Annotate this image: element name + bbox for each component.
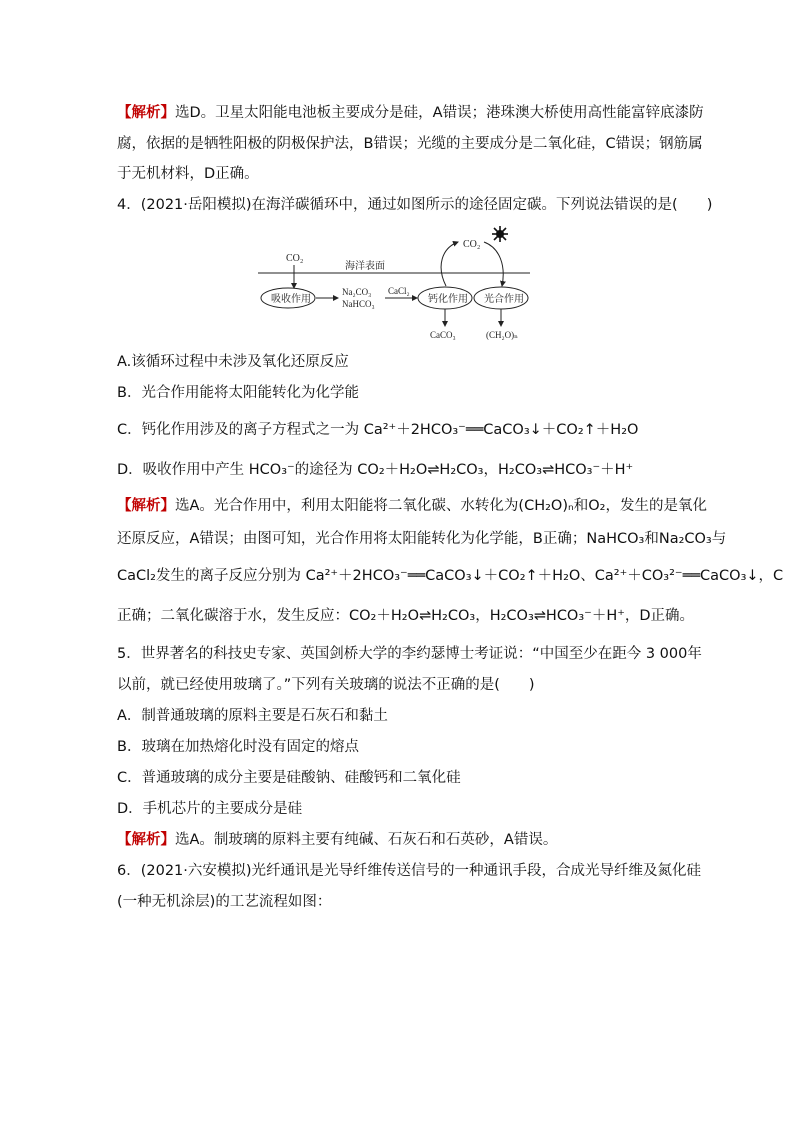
question-4-stem: 4．(2021·岳阳模拟)在海洋碳循环中，通过如图所示的途径固定碳。下列说法错误的是( )	[117, 197, 713, 213]
answer-4-line-1: 【解析】选A。光合作用中，利用太阳能将二氧化碳、水转化为(CH₂O)ₙ和O₂，发生的是氧化	[117, 498, 707, 514]
sea-surface-label: 海洋表面	[345, 261, 385, 272]
answer-4-line-3: CaCl₂发生的离子反应分别为 Ca²⁺＋2HCO₃⁻══CaCO₃↓＋CO₂↑＋H₂O、Ca²⁺＋CO₃²⁻══CaCO₃↓，C	[117, 568, 784, 584]
question-5-stem-line-2: 以前，就已经使用玻璃了。”下列有关玻璃的说法不正确的是( )	[117, 677, 535, 693]
analysis-tag: 【解析】	[117, 832, 175, 848]
absorb-label: 吸收作用	[271, 294, 311, 305]
question-6-stem-line-2: (一种无机涂层)的工艺流程如图：	[117, 894, 332, 910]
analysis-tag: 【解析】	[117, 105, 175, 121]
question-4-option-c: C．钙化作用涉及的离子方程式之一为 Ca²⁺＋2HCO₃⁻══CaCO₃↓＋CO₂↑＋H₂O	[117, 422, 639, 438]
co2-release-arrow	[441, 242, 458, 286]
answer-3-line-2: 腐，依据的是牺牲阳极的阴极保护法，B错误；光缆的主要成分是二氧化硅，C错误；钢筋属	[117, 136, 703, 152]
question-4-option-a: A.该循环过程中未涉及氧化还原反应	[117, 354, 349, 370]
co2-uptake-arrow	[484, 242, 503, 286]
photo-label: 光合作用	[484, 294, 524, 305]
answer-3-line-3: 于无机材料，D正确。	[117, 166, 259, 182]
question-5-option-b: B．玻璃在加热熔化时没有固定的熔点	[117, 739, 359, 755]
question-6-stem-line-1: 6．(2021·六安模拟)光纤通讯是光导纤维传送信号的一种通讯手段，合成光导纤维及氮化硅	[117, 863, 702, 879]
answer-3-line-1: 【解析】选D。卫星太阳能电池板主要成分是硅，A错误；港珠澳大桥使用高性能富锌底漆防	[117, 105, 704, 121]
question-4-option-d: D．吸收作用中产生 HCO₃⁻的途径为 CO₂＋H₂O⇌H₂CO₃，H₂CO₃⇌HCO₃⁻＋H⁺	[117, 462, 634, 478]
caco3-label: CaCO₃	[430, 330, 456, 340]
answer-5: 【解析】选A。制玻璃的原料主要有纯碱、石灰石和石英砂，A错误。	[117, 832, 558, 848]
question-5-option-a: A．制普通玻璃的原料主要是石灰石和黏土	[117, 708, 388, 724]
sun-icon	[492, 226, 508, 242]
co2-top-label: CO₂	[463, 239, 481, 250]
cacl2-label: CaCl₂	[388, 286, 410, 296]
answer-4-line-2: 还原反应，A错误；由图可知，光合作用将太阳能转化为化学能，B正确；NaHCO₃和Na₂CO₃与	[117, 531, 727, 547]
nahco3-label: NaHCO₃	[342, 299, 375, 309]
question-5-option-c: C．普通玻璃的成分主要是硅酸钠、硅酸钙和二氧化硅	[117, 770, 461, 786]
analysis-tag: 【解析】	[117, 498, 175, 514]
ch2o-label: (CH₂O)ₙ	[486, 330, 519, 340]
answer-4-line-4: 正确；二氧化碳溶于水，发生反应：CO₂＋H₂O⇌H₂CO₃，H₂CO₃⇌HCO₃⁻＋H⁺，D正确。	[117, 608, 695, 624]
ocean-carbon-cycle-diagram	[250, 226, 540, 348]
calcify-label: 钙化作用	[428, 294, 468, 305]
question-5-option-d: D．手机芯片的主要成分是硅	[117, 801, 303, 817]
question-4-option-b: B．光合作用能将太阳能转化为化学能	[117, 385, 359, 401]
na2co3-label: Na₂CO₃	[342, 287, 372, 297]
co2-left-label: CO₂	[286, 253, 304, 264]
question-5-stem-line-1: 5．世界著名的科技史专家、英国剑桥大学的李约瑟博士考证说：“中国至少在距今 3 000年	[117, 646, 702, 662]
